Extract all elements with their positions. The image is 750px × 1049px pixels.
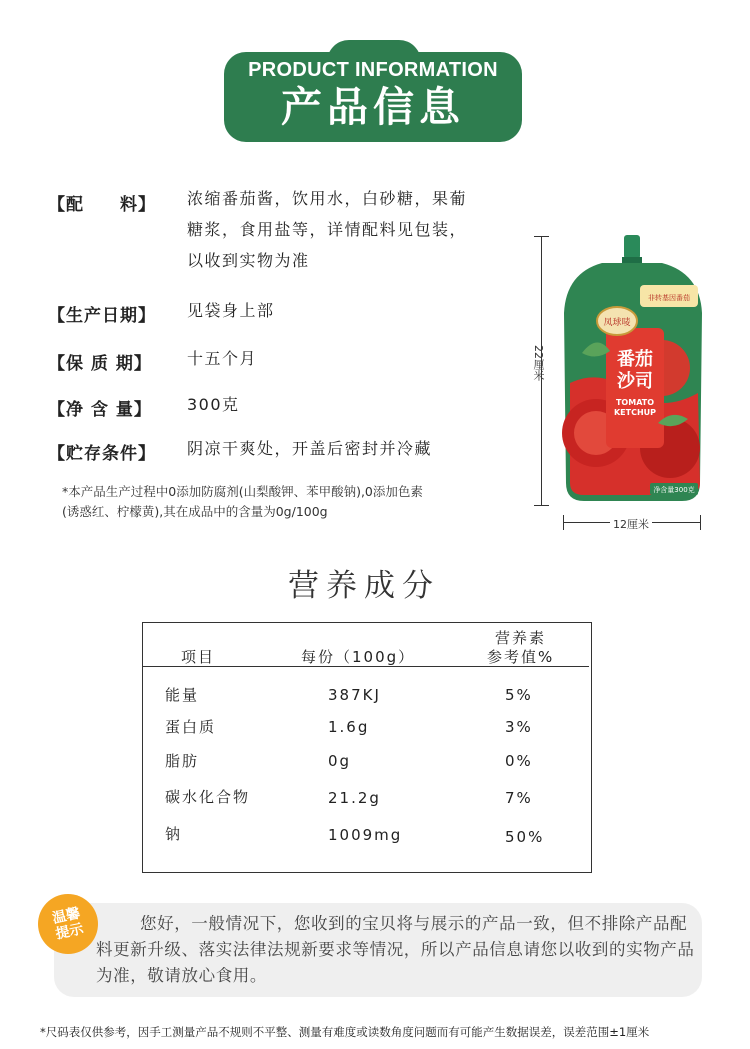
pouch-name-cn-1: 番茄	[617, 349, 653, 370]
height-dimension-cap-top	[534, 236, 549, 237]
row-value: 1009mg	[328, 826, 403, 844]
ketchup-pouch-image	[562, 233, 704, 505]
storage-value: 阴凉干爽处，开盖后密封并冷藏	[187, 439, 433, 458]
header-title-cn: 产品信息	[281, 83, 465, 131]
footnote: *尺码表仅供参考，因手工测量产品不规则不平整、测量有难度或读数角度问题而有可能产生数据误差，误差范围±1厘米	[40, 1025, 650, 1039]
row-value: 0g	[328, 752, 352, 770]
header-badge	[224, 52, 522, 142]
header-item: 项目	[181, 648, 216, 666]
row-nrv: 50%	[505, 828, 545, 846]
note-line: (诱惑红、柠檬黄),其在成品中的含量为0g/100g	[62, 504, 328, 519]
nutrition-title: 营养成分	[288, 568, 440, 604]
header-nrv-line1: 营养素	[495, 629, 547, 647]
ingredients-line: 以收到实物为准	[187, 251, 310, 270]
shelf-life-label: 【保 质 期】	[48, 354, 152, 374]
production-date-label: 【生产日期】	[48, 306, 156, 326]
pouch-tag-text: 非转基因番茄	[648, 294, 690, 302]
ingredients-line: 浓缩番茄酱，饮用水，白砂糖，果葡	[187, 189, 468, 208]
height-dimension-cap-bottom	[534, 505, 549, 506]
ingredients-line: 糖浆，食用盐等，详情配料见包装，	[187, 220, 468, 239]
ingredients-value	[187, 183, 467, 276]
pouch-brand-text: 凤球唛	[603, 318, 631, 328]
row-name: 碳水化合物	[165, 788, 251, 806]
row-name: 钠	[165, 825, 183, 843]
ingredients-label: 【配 料】	[48, 195, 156, 215]
note-line: *本产品生产过程中0添加防腐剂(山梨酸钾、苯甲酸钠),0添加色素	[62, 484, 423, 499]
pouch-name-en-1: TOMATO	[615, 398, 655, 407]
row-name: 脂肪	[165, 752, 200, 770]
pouch-net-label: 净含量300克	[653, 486, 695, 494]
nutrition-table	[142, 622, 592, 873]
notice-text: 您好，一般情况下，您收到的宝贝将与展示的产品一致，但不排除产品配料更新升级、落实法律法规新要求等情况，所以产品信息请您以收到的实物产品为准，敬请放心食用。	[96, 914, 695, 985]
row-value: 21.2g	[328, 789, 381, 807]
header-per-serving: 每份（100g）	[301, 648, 416, 666]
additive-note	[62, 482, 423, 522]
pouch-name-en-2: KETCHUP	[613, 408, 657, 417]
pouch-name-cn-2: 沙司	[617, 371, 653, 392]
row-nrv: 5%	[505, 686, 533, 704]
notice-badge-line1: 温馨	[50, 905, 82, 927]
production-date-value: 见袋身上部	[187, 301, 275, 320]
row-nrv: 0%	[505, 752, 533, 770]
row-value: 387KJ	[328, 686, 381, 704]
width-dimension-cap-left	[563, 515, 564, 530]
row-nrv: 3%	[505, 718, 533, 736]
row-value: 1.6g	[328, 718, 370, 736]
width-dimension-cap-right	[700, 515, 701, 530]
header-title-en: PRODUCT INFORMATION	[248, 59, 498, 81]
notice-badge-line2: 提示	[54, 921, 86, 943]
net-content-label: 【净 含 量】	[48, 400, 152, 420]
row-name: 蛋白质	[165, 718, 217, 736]
width-dimension-label: 12厘米	[610, 516, 652, 532]
row-nrv: 7%	[505, 789, 533, 807]
shelf-life-value: 十五个月	[187, 349, 258, 368]
height-dimension-label: 22厘米	[532, 345, 545, 381]
header-nrv-line2: 参考值%	[487, 648, 555, 666]
row-name: 能量	[165, 686, 200, 704]
storage-label: 【贮存条件】	[48, 444, 156, 464]
net-content-value: 300克	[187, 395, 240, 414]
